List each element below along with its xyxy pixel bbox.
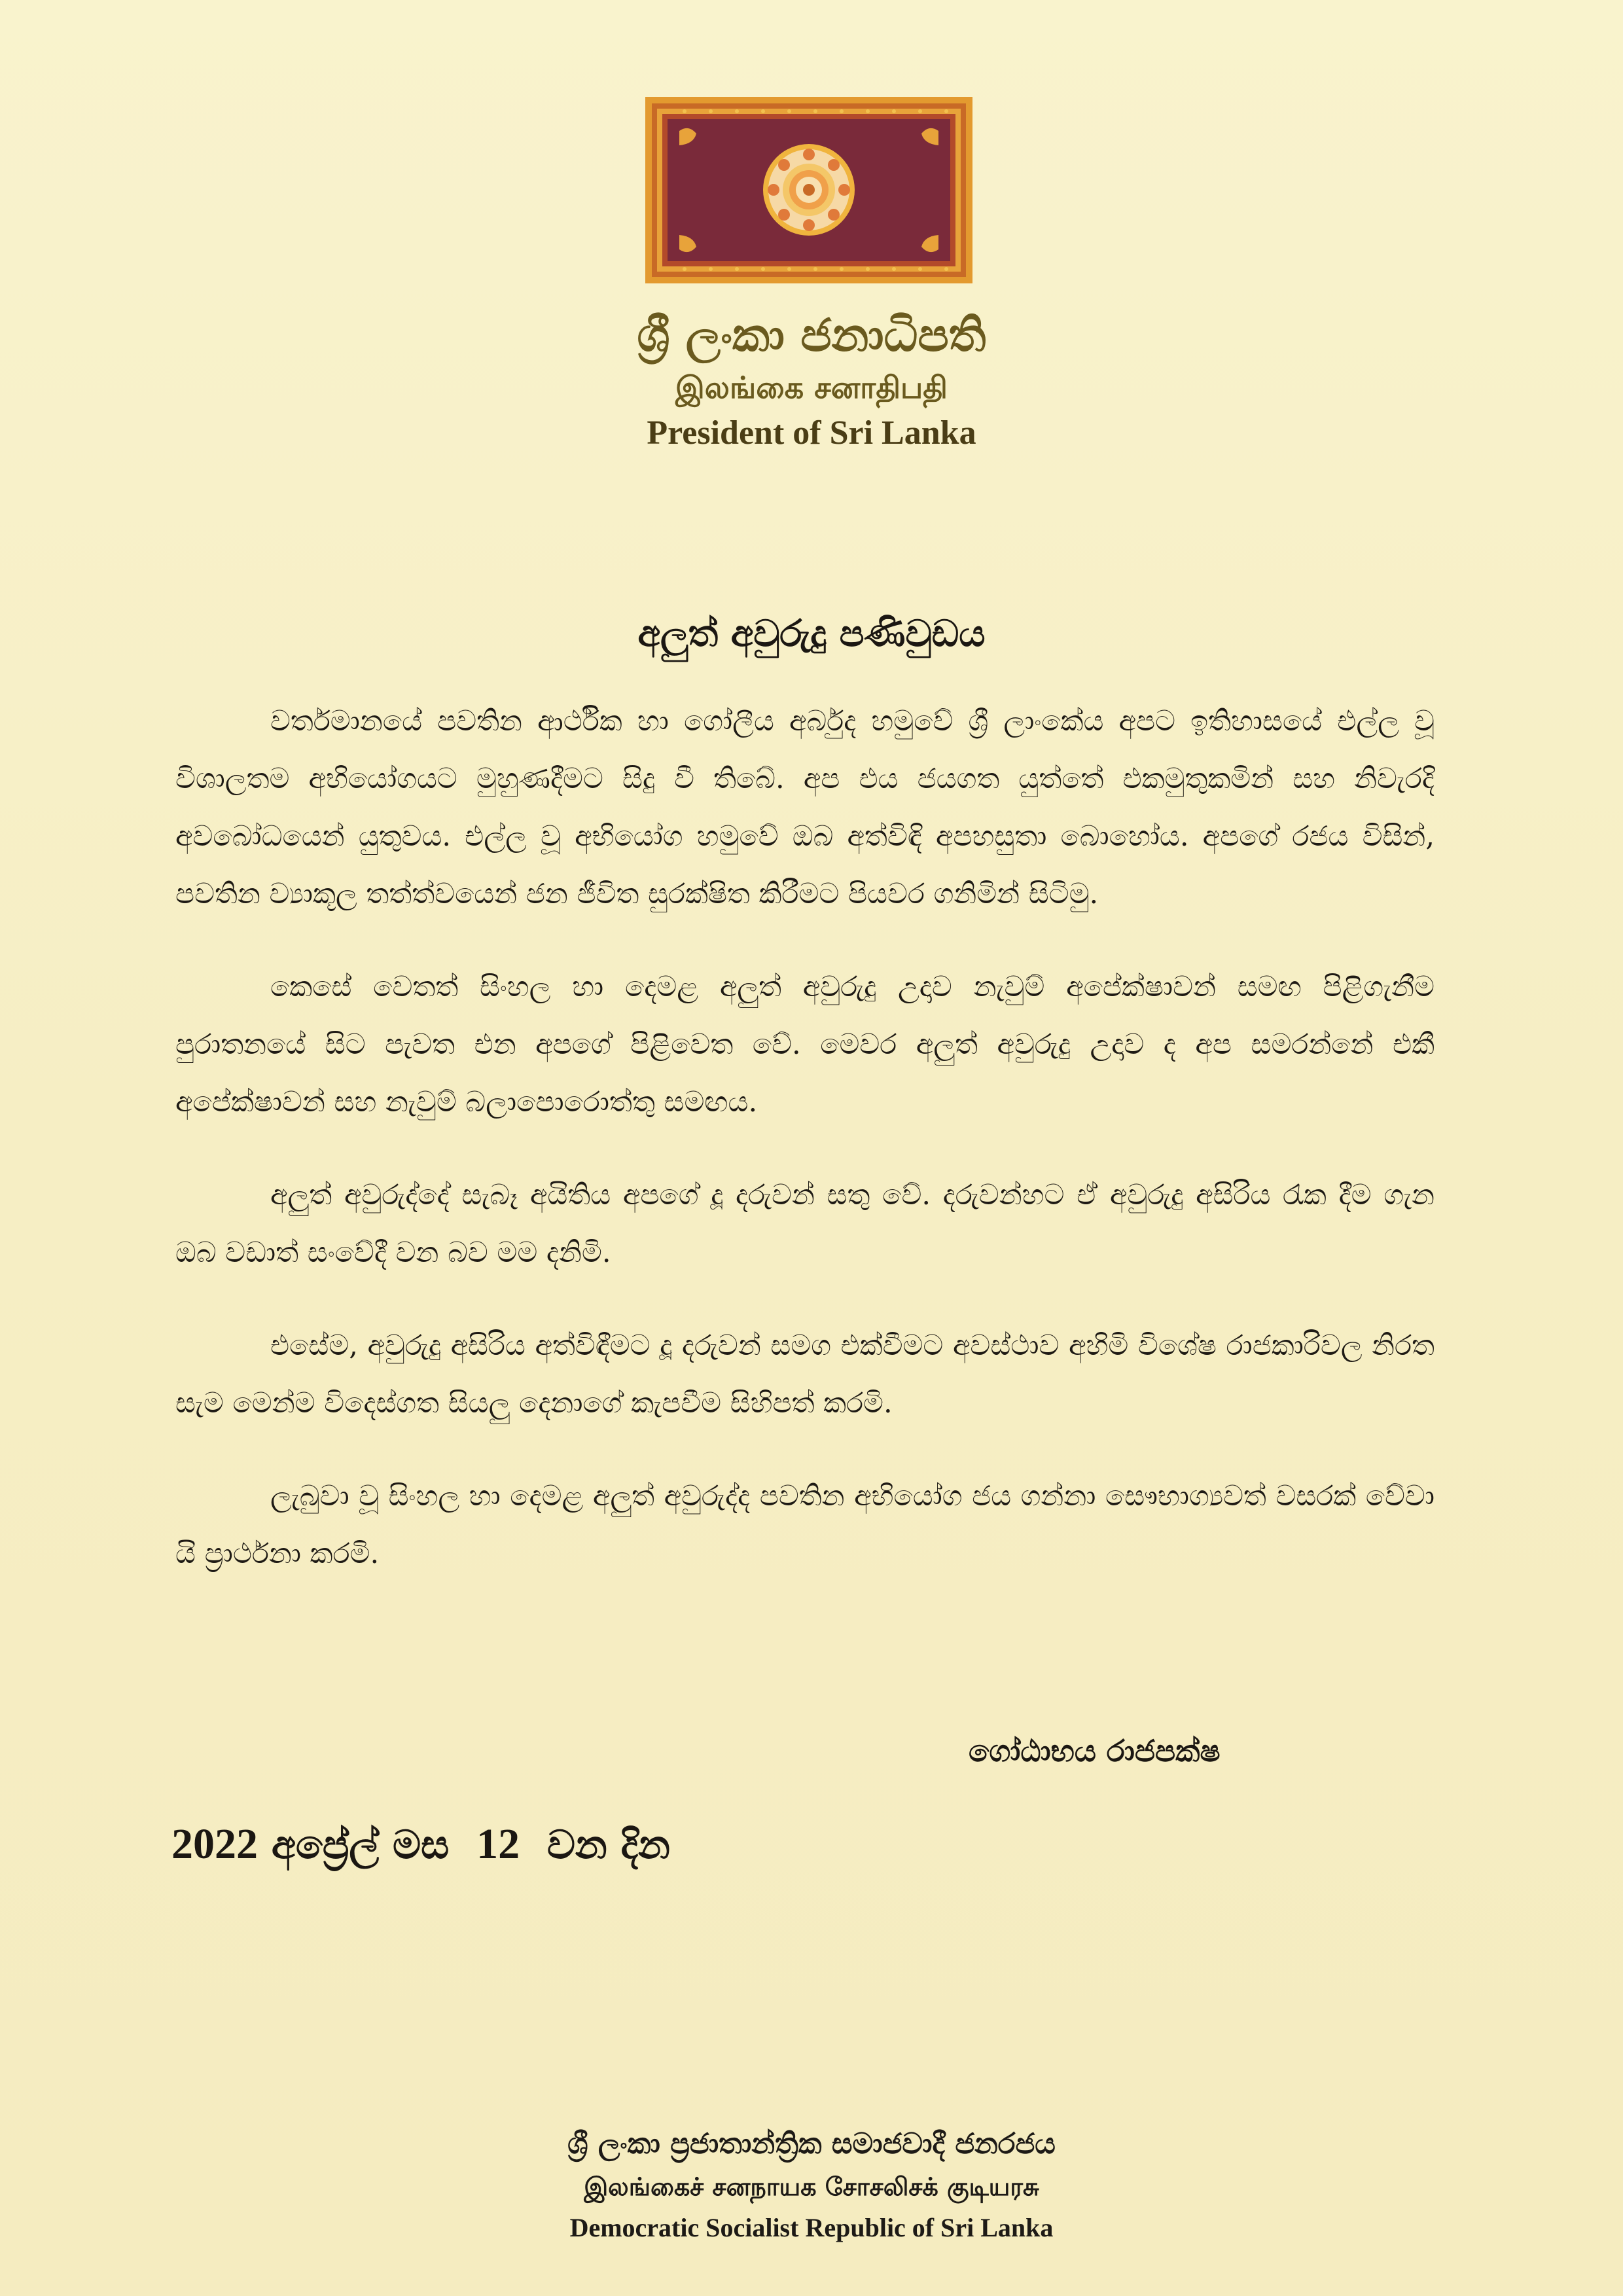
signatory-name: ගෝඨාභය රාජපක්ෂ — [969, 1733, 1221, 1768]
presidential-flag-emblem — [645, 97, 972, 283]
message-paragraph: වර්තමානයේ පවතින ආර්ථික හා ගෝලීය අර්බුද හමුවේ ශ්‍රී ලාංකේය අපට ඉතිහාසයේ එල්ල වූ විශාලතම අභියෝගයට මුහුණදීමට සිදු වී තිබේ. අප එය ජයගත යුත්තේ එකමුතුකමින් සහ නිවැරදි අවබෝධයෙන් යුතුවය. එල්ල වූ අභියෝග හමුවේ ඔබ අත්විඳි අපහසුතා බොහෝය. අපගේ රජය විසින්, පවතින ව්‍යාකූල තත්ත්වයෙන් ජන ජීවිත සුරක්ෂිත කිරීමට පියවර ගනිමින් සිටිමු. — [175, 705, 1435, 910]
message-paragraph: ලැබුවා වූ සිංහල හා දෙමළ අලුත් අවුරුද්ද පවතින අභියෝග ජය ගන්නා සෞභාග්‍යවත් වසරක් වේවා යි ප්‍රාර්ථනා කරමි. — [175, 1480, 1435, 1570]
footer-tamil: இலங்கைச் சனநாயக சோசலிசக் குடியரசு — [584, 2172, 1039, 2201]
message-paragraph: අලුත් අවුරුද්දේ සැබෑ අයිතිය අපගේ දූ දරුවන් සතු වේ. දරුවන්හට ඒ අවුරුදු අසිරිය රැක දීම ගැන ඔබ වඩාත් සංවේදී වන බව මම දනිමි. — [175, 1179, 1435, 1269]
letterhead-title-sinhala: ශ්‍රී ලංකා ජනාධිපති — [637, 308, 986, 362]
date-year: 2022 — [171, 1820, 258, 1868]
footer-english: Democratic Socialist Republic of Sri Lanka — [569, 2213, 1054, 2242]
date-day: 12 — [476, 1820, 520, 1868]
date-day-suffix: වන දින — [546, 1822, 670, 1868]
date-month: අප්‍රේල් මස — [271, 1822, 450, 1868]
letterhead-title-tamil: இலங்கை சனாதிபதி — [675, 370, 948, 405]
letter-date — [171, 1820, 670, 1869]
message-title: අලුත් අවුරුදු පණිවුඩය — [637, 612, 986, 655]
letterhead-title-english: President of Sri Lanka — [647, 414, 976, 452]
message-body — [175, 692, 1435, 1618]
message-paragraph: කෙසේ වෙතත් සිංහල හා දෙමළ අලුත් අවුරුදු උදාව නැවුම් අපේක්ෂාවන් සමඟ පිළිගැනීම පුරාතනයේ සිට පැවත එන අපගේ පිළිවෙත වේ. මෙවර අලුත් අවුරුදු උදාව ද අප සමරන්නේ එකී අපේක්ෂාවන් සහ නැවුම් බලාපොරොත්තු සමඟය. — [175, 971, 1435, 1119]
message-paragraph: එසේම, අවුරුදු අසිරිය අත්විඳීමට දූ දරුවන් සමග එක්වීමට අවස්ථාව අහිමි විශේෂ රාජකාරිවල නිරත සැම මෙන්ම විදෙස්ගත සියලු දෙනාගේ කැපවීම සිහිපත් කරමි. — [175, 1329, 1435, 1420]
footer-sinhala: ශ්‍රී ලංකා ප්‍රජාතාන්ත්‍රික සමාජවාදී ජනරජය — [567, 2127, 1056, 2161]
